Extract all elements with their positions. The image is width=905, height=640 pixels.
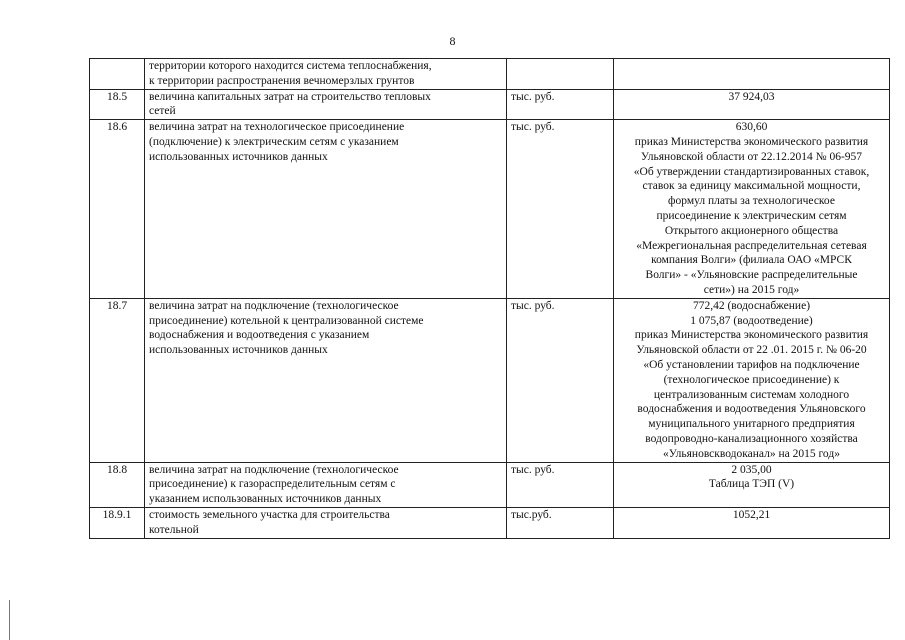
indicator-name-line: величина капитальных затрат на строительство тепловых <box>149 90 431 103</box>
indicator-value-line: «Об установлении тарифов на подключение <box>643 358 860 371</box>
table-row <box>90 89 890 120</box>
row-number: 18.9.1 <box>90 507 145 538</box>
indicator-value-line: «Ульяновскводоканал» на 2015 год» <box>663 447 840 460</box>
unit-of-measure: тыс. руб. <box>507 120 614 299</box>
indicator-value-line: Ульяновской области от 22 .01. 2015 г. № 06-20 <box>636 344 867 357</box>
indicator-value-line: приказ Министерства экономического развития <box>634 329 869 342</box>
indicator-name-line: указанием использованных источников данных <box>149 493 382 506</box>
unit-of-measure: тыс.руб. <box>507 507 614 538</box>
indicator-name-line: величина затрат на подключение (технологическое <box>149 299 399 312</box>
indicator-name <box>145 298 507 462</box>
indicator-name-line: территории которого находится система теплоснабжения, <box>149 60 432 72</box>
indicator-value-line: муниципального унитарного предприятия <box>648 418 855 431</box>
indicator-name-line: величина затрат на технологическое присоединение <box>149 121 405 134</box>
indicator-value-line: водоснабжения и водоотведения Ульяновского <box>637 403 866 416</box>
indicator-value-line: 2 035,00 <box>731 463 772 476</box>
row-number <box>90 59 145 90</box>
indicator-value-line: присоединение к электрическим сетям <box>656 209 847 222</box>
indicator-value <box>614 507 890 538</box>
row-number: 18.6 <box>90 120 145 299</box>
indicator-value-line: компания Волги» (филиала ОАО «МРСК <box>651 254 852 267</box>
indicators-table <box>89 58 890 539</box>
indicator-value-line: ставок за единицу максимальной мощности, <box>642 180 861 193</box>
indicator-name-line: величина затрат на подключение (технологическое <box>149 463 399 476</box>
indicator-name <box>145 120 507 299</box>
indicator-value <box>614 462 890 507</box>
table-row <box>90 298 890 462</box>
indicator-name-line: водоснабжения и водоотведения с указанием <box>149 329 370 342</box>
table-row <box>90 120 890 299</box>
indicator-value-line: формул платы за технологическое <box>668 195 835 208</box>
indicator-value-line: (технологическое присоединение) к <box>663 373 840 386</box>
indicator-value-line: «Об утверждении стандартизированных ставок, <box>633 165 870 178</box>
scan-edge-mark <box>9 600 10 640</box>
indicator-value-line: 1052,21 <box>732 508 771 521</box>
unit-of-measure: тыс. руб. <box>507 298 614 462</box>
unit-of-measure: тыс. руб. <box>507 89 614 120</box>
indicator-name <box>145 507 507 538</box>
indicator-value-line: приказ Министерства экономического развития <box>634 135 869 148</box>
indicator-value-line: 1 075,87 (водоотведение) <box>690 314 813 327</box>
indicator-value <box>614 120 890 299</box>
indicator-name-line: к территории распространения вечномерзлых грунтов <box>149 74 415 87</box>
indicator-value-line: 630,60 <box>735 121 768 134</box>
indicator-value-line: Открытого акционерного общества <box>664 224 839 237</box>
indicator-name <box>145 59 507 90</box>
indicator-name <box>145 89 507 120</box>
table-row <box>90 507 890 538</box>
indicator-name-line: присоединение) котельной к централизованной системе <box>149 314 424 327</box>
indicator-value-line: Волги» - «Ульяновские распределительные <box>645 269 858 282</box>
indicator-value <box>614 89 890 120</box>
indicator-value-line: 772,42 (водоснабжение) <box>692 299 811 312</box>
indicator-name-line: (подключение) к электрическим сетям с указанием <box>149 135 399 148</box>
indicator-value <box>614 59 890 90</box>
indicator-value-line: Таблица ТЭП (V) <box>708 478 795 491</box>
indicator-value-line: 37 924,03 <box>728 90 775 103</box>
indicator-name-line: использованных источников данных <box>149 344 328 357</box>
row-number: 18.5 <box>90 89 145 120</box>
indicator-value-line: водопроводно-канализационного хозяйства <box>645 432 858 445</box>
table-row <box>90 59 890 90</box>
indicator-value <box>614 298 890 462</box>
indicator-name-line: стоимость земельного участка для строительства <box>149 508 390 521</box>
unit-of-measure <box>507 59 614 90</box>
indicator-value-line: «Межрегиональная распределительная сетевая <box>636 239 867 252</box>
row-number: 18.8 <box>90 462 145 507</box>
unit-of-measure: тыс. руб. <box>507 462 614 507</box>
indicator-name-line: котельной <box>149 523 199 536</box>
row-number: 18.7 <box>90 298 145 462</box>
page-number: 8 <box>449 34 456 48</box>
indicator-value-line: Ульяновской области от 22.12.2014 № 06-957 <box>640 150 863 163</box>
indicator-name <box>145 462 507 507</box>
indicator-name-line: присоединение) к газораспределительным сетям с <box>149 478 396 491</box>
table-row <box>90 462 890 507</box>
indicator-name-line: использованных источников данных <box>149 150 328 163</box>
indicator-value-line: централизованным системам холодного <box>653 388 850 401</box>
indicator-value-line: сети») на 2015 год» <box>703 283 800 296</box>
indicator-name-line: сетей <box>149 105 176 118</box>
